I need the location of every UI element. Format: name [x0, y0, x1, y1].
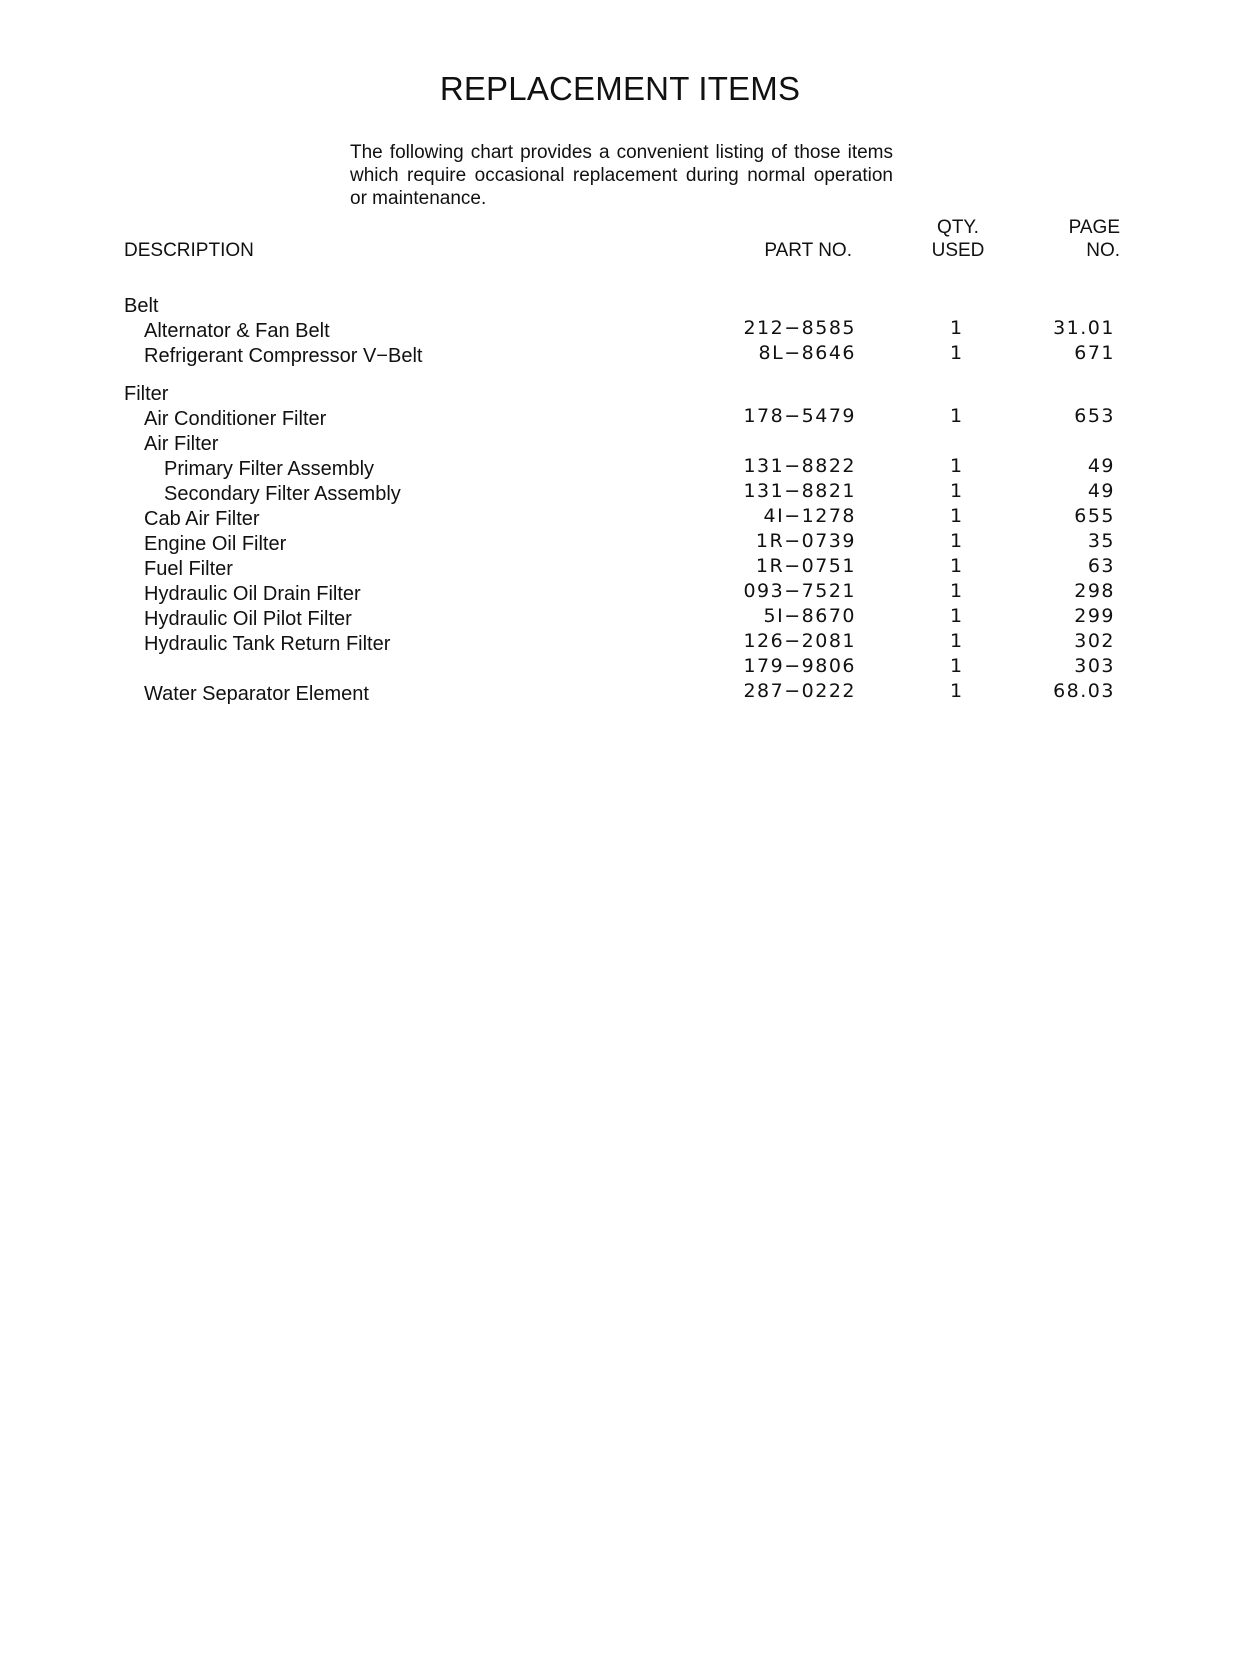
column-header-qty-used — [900, 216, 1016, 262]
part-number: 5I−8670 — [763, 605, 856, 627]
part-number: 093−7521 — [743, 580, 856, 602]
item-description: Air Conditioner Filter — [144, 408, 327, 430]
intro-line: The following chart provides a convenient listing of those items — [350, 142, 893, 163]
part-number: 8L−8646 — [758, 342, 856, 364]
table-row — [0, 405, 1240, 430]
column-header-description: DESCRIPTION — [124, 240, 254, 261]
quantity-used: 1 — [949, 655, 963, 677]
part-number: 131−8821 — [743, 480, 856, 502]
column-header-page-line: NO. — [1086, 240, 1120, 261]
column-header-part-no: PART NO. — [764, 240, 852, 261]
part-number: 212−8585 — [743, 317, 856, 339]
item-description: Hydraulic Oil Pilot Filter — [144, 608, 352, 630]
page-number: 63 — [1087, 555, 1115, 577]
page-number: 49 — [1087, 480, 1115, 502]
table-row — [0, 555, 1240, 580]
item-description: Hydraulic Oil Drain Filter — [144, 583, 361, 605]
page-title: REPLACEMENT ITEMS — [439, 70, 801, 107]
part-number: 126−2081 — [743, 630, 856, 652]
category-label: Filter — [124, 383, 169, 405]
item-description: Engine Oil Filter — [144, 533, 287, 555]
page-number: 302 — [1074, 630, 1115, 652]
quantity-used: 1 — [949, 530, 963, 552]
intro-line: which require occasional replacement during normal operation — [350, 165, 893, 186]
table-row — [0, 680, 1240, 705]
quantity-used: 1 — [949, 680, 963, 702]
page-number: 68.03 — [1053, 680, 1115, 702]
quantity-used: 1 — [949, 480, 963, 502]
column-header-page-no — [1010, 216, 1120, 262]
table-row — [0, 480, 1240, 505]
page-number: 31.01 — [1053, 317, 1115, 339]
page-number: 298 — [1074, 580, 1115, 602]
item-description: Refrigerant Compressor V−Belt — [144, 345, 423, 367]
item-description: Primary Filter Assembly — [164, 458, 375, 480]
column-header-qty-line: QTY. — [937, 217, 979, 238]
subcategory-label: Air Filter — [144, 433, 219, 455]
intro-line: or maintenance. — [350, 188, 487, 209]
page-number: 35 — [1087, 530, 1115, 552]
item-description: Water Separator Element — [144, 683, 369, 705]
part-number: 179−9806 — [743, 655, 856, 677]
page-number: 653 — [1074, 405, 1115, 427]
part-number: 1R−0751 — [755, 555, 856, 577]
page-number: 671 — [1074, 342, 1115, 364]
quantity-used: 1 — [949, 405, 963, 427]
category-row — [0, 380, 1240, 405]
part-number: 131−8822 — [743, 455, 856, 477]
table-row — [0, 580, 1240, 605]
quantity-used: 1 — [949, 605, 963, 627]
table-row — [0, 317, 1240, 342]
page-number: 299 — [1074, 605, 1115, 627]
part-number: 287−0222 — [743, 680, 856, 702]
category-label: Belt — [124, 295, 159, 317]
page-number: 303 — [1074, 655, 1115, 677]
item-description: Alternator & Fan Belt — [144, 320, 330, 342]
part-number: 178−5479 — [743, 405, 856, 427]
quantity-used: 1 — [949, 505, 963, 527]
page-number: 49 — [1087, 455, 1115, 477]
quantity-used: 1 — [949, 630, 963, 652]
subcategory-row — [0, 430, 1240, 455]
part-number: 4I−1278 — [763, 505, 856, 527]
item-description: Hydraulic Tank Return Filter — [144, 633, 391, 655]
intro-paragraph — [350, 141, 893, 210]
column-header-page-line: PAGE — [1068, 217, 1120, 238]
quantity-used: 1 — [949, 342, 963, 364]
quantity-used: 1 — [949, 555, 963, 577]
table-row — [0, 505, 1240, 530]
table-row — [0, 455, 1240, 480]
item-description: Secondary Filter Assembly — [164, 483, 401, 505]
table-row — [0, 630, 1240, 655]
category-row — [0, 292, 1240, 317]
quantity-used: 1 — [949, 455, 963, 477]
table-row — [0, 655, 1240, 680]
part-number: 1R−0739 — [755, 530, 856, 552]
item-description: Cab Air Filter — [144, 508, 260, 530]
quantity-used: 1 — [949, 317, 963, 339]
page-number: 655 — [1074, 505, 1115, 527]
table-row — [0, 530, 1240, 555]
quantity-used: 1 — [949, 580, 963, 602]
table-row — [0, 342, 1240, 367]
table-row — [0, 605, 1240, 630]
item-description: Fuel Filter — [144, 558, 233, 580]
column-header-qty-line: USED — [931, 240, 985, 261]
